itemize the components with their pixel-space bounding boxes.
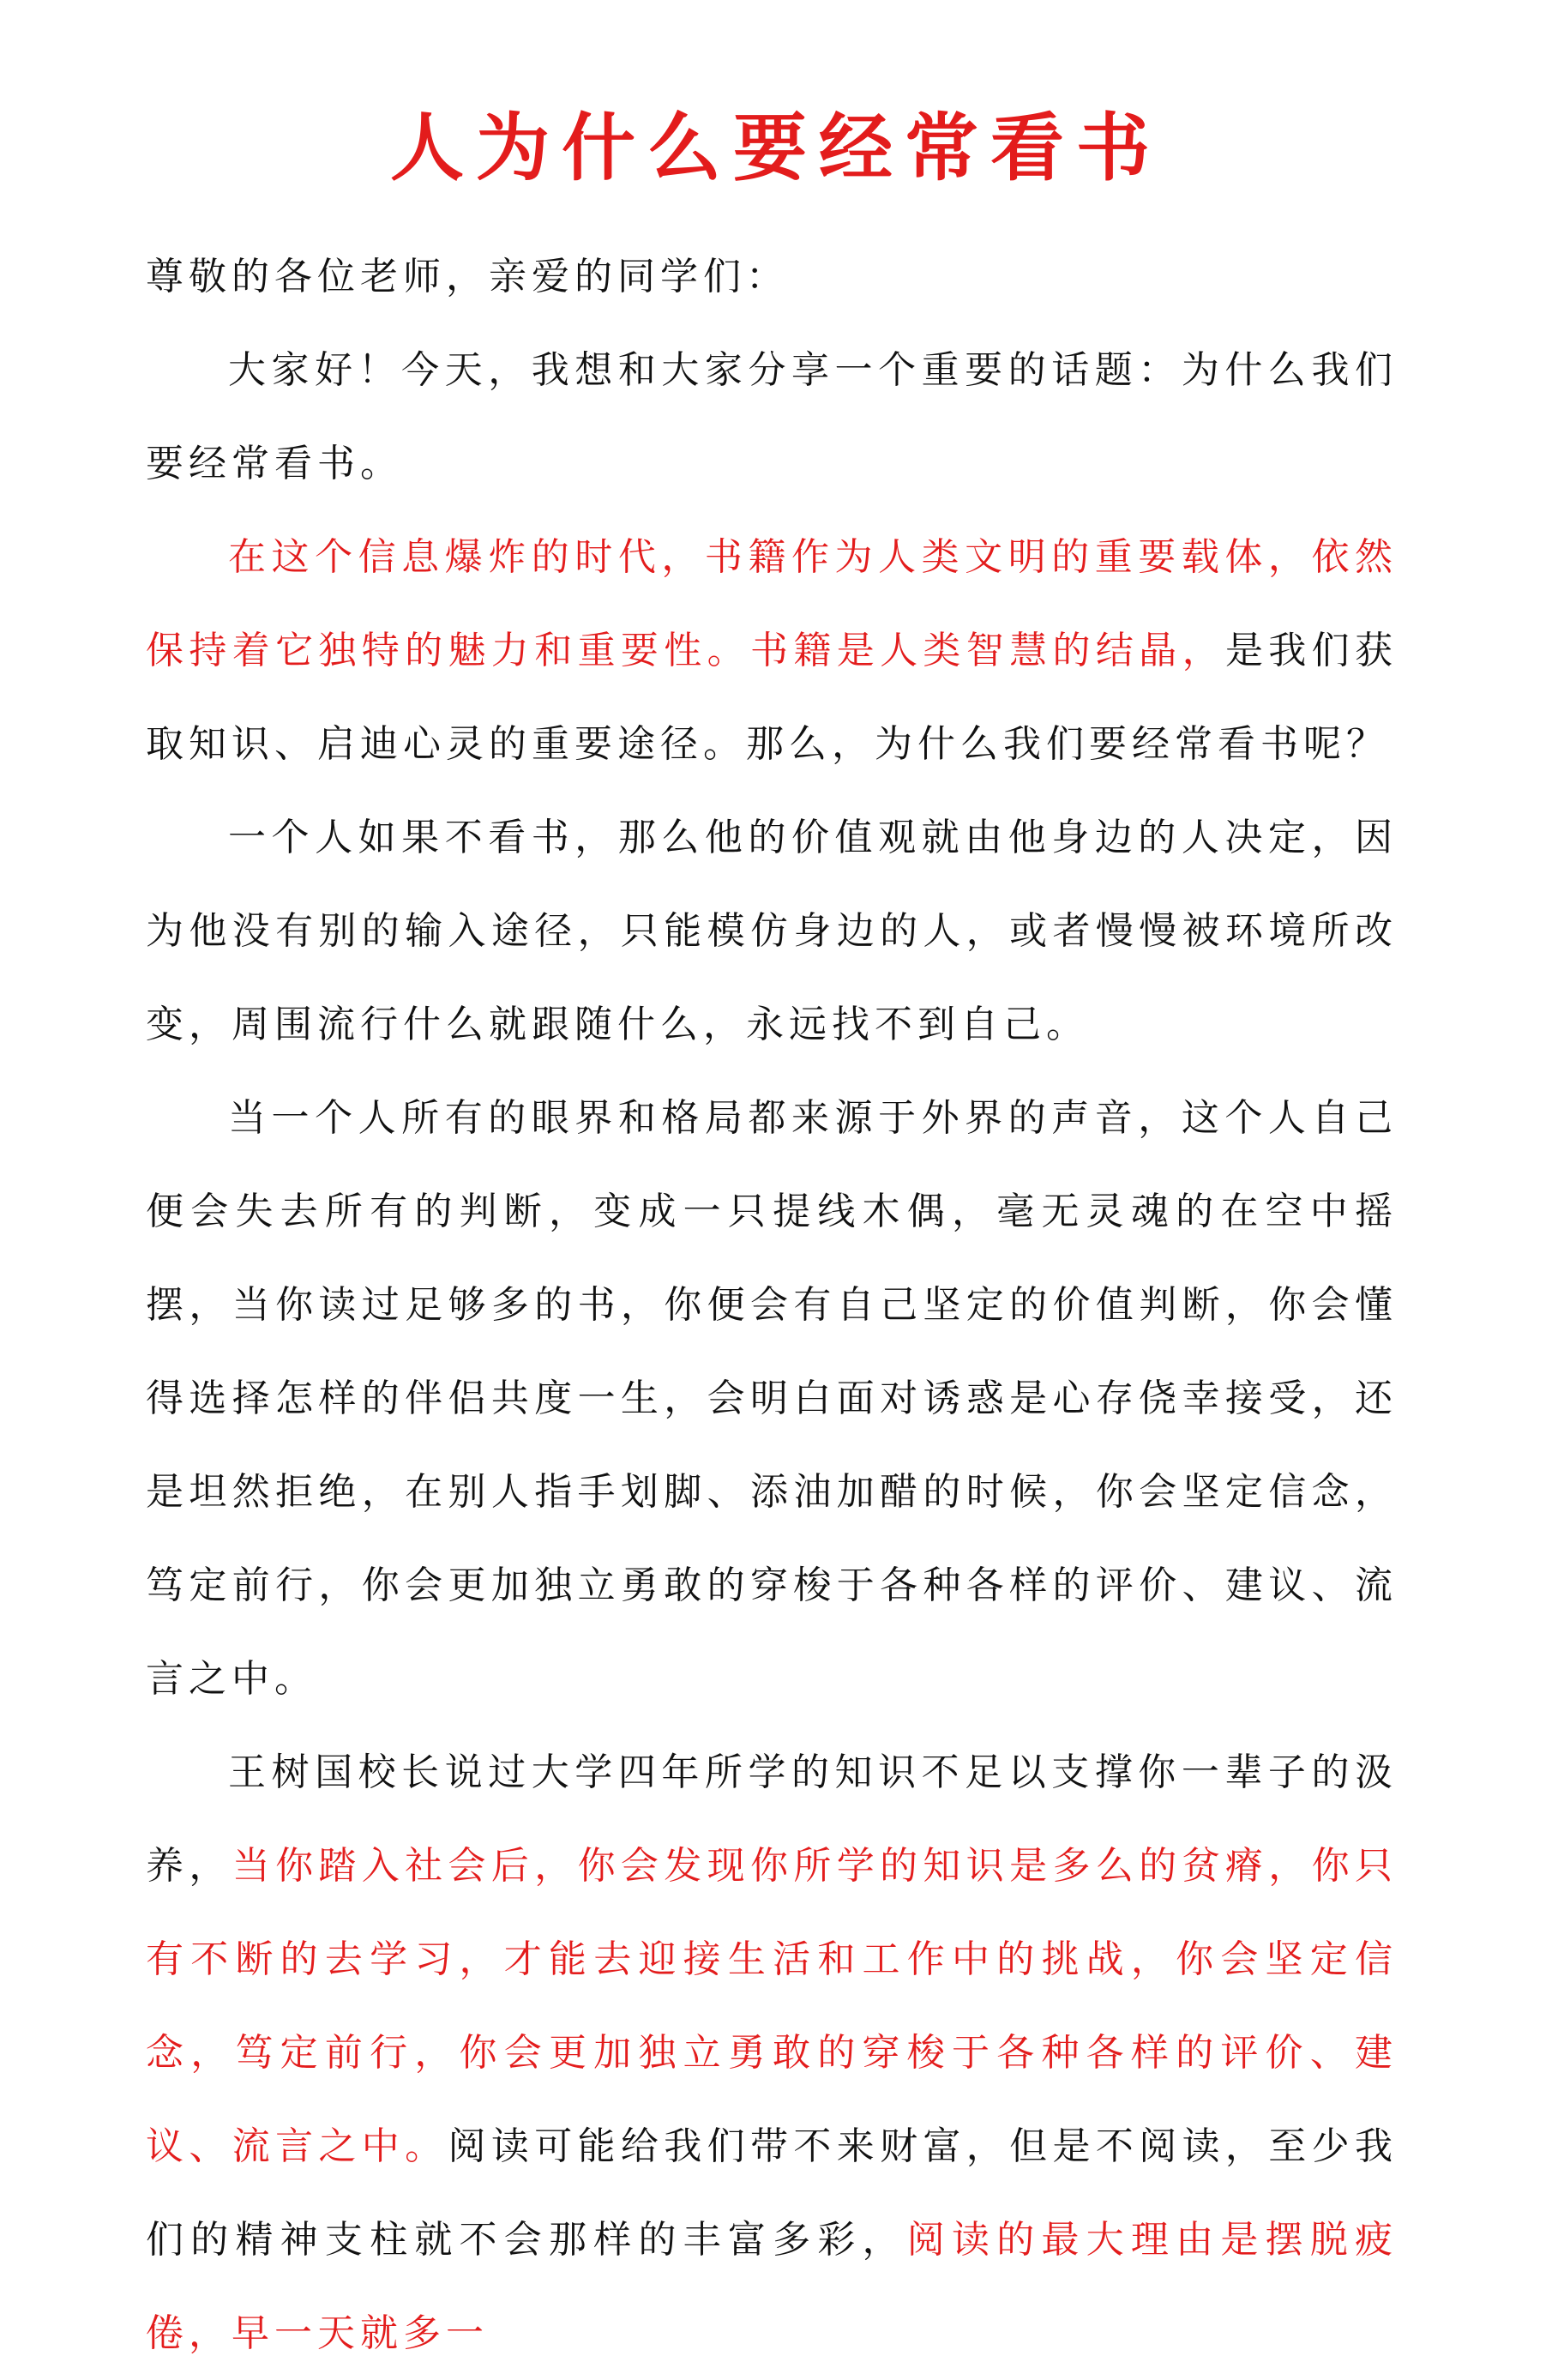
paragraph-2-highlight-1: 在这个信息爆炸的时代，书籍作为人类文明的重要载体，依然保持着它独特的魅力和重要性。	[146, 535, 1398, 672]
paragraph-2-text: 是我们获取知识、启迪心灵的重要途径。那么，为什么我们要经常看书呢？	[146, 629, 1399, 766]
paragraph-4-text: 当一个人所有的眼界和格局都来源于外界的声音，这个人自己便会失去所有的判断，变成一只提线木偶，毫无灵魂的在空中摇摆，当你读过足够多的书，你便会有自己坚定的价值判断，你会懂得选择怎样的伴侣共度一生，会明白面对诱惑是心存侥幸接受，还是坦然拒绝，在别人指手划脚、添油加醋的时候，你会坚定信念，笃定前行，你会更加独立勇敢的穿梭于各种各样的评价、建议、流言之中。	[146, 1096, 1398, 1701]
paragraph-5-text-2: 阅读可能给我们带不来财富，但是不阅读，至少我们的精神支柱就不会那样的丰富多彩，	[146, 2124, 1398, 2262]
paragraph-1-text: 大家好！今天，我想和大家分享一个重要的话题：为什么我们要经常看书。	[146, 348, 1398, 485]
paragraph-5-highlight-1: 当你踏入社会后，你会发现你所学的知识是多么的贫瘠，你只有不断的去学习，才能去迎接生活和工作中的挑战，你会坚定信念，笃定前行，你会更加独立勇敢的穿梭于各种各样的评价、建议、流言之中。	[146, 1844, 1399, 2168]
document-title: 人为什么要经常看书	[390, 105, 1162, 191]
document-body	[146, 230, 1398, 2380]
salutation: 尊敬的各位老师，亲爱的同学们：	[146, 255, 789, 298]
paragraph-5-highlight-2: 阅读的最大理由是摆脱疲倦，早一天就多一	[146, 2218, 1399, 2355]
paragraph-5	[146, 1726, 1398, 2380]
paragraph-3-text: 一个人如果不看书，那么他的价值观就由他身边的人决定，因为他没有别的输入途径，只能模仿身边的人，或者慢慢被环境所改变，周围流行什么就跟随什么，永远找不到自己。	[146, 816, 1398, 1046]
paragraph-3	[146, 791, 1398, 1071]
paragraph-1	[146, 323, 1398, 510]
paragraph-2	[146, 510, 1398, 791]
paragraph-5-text-1: 王树国校长说过大学四年所学的知识不足以支撑你一辈子的汲养，	[146, 1750, 1398, 1888]
paragraph-4	[146, 1071, 1398, 1726]
paragraph-2-highlight-2: 书籍是人类智慧的结晶，	[750, 629, 1225, 672]
